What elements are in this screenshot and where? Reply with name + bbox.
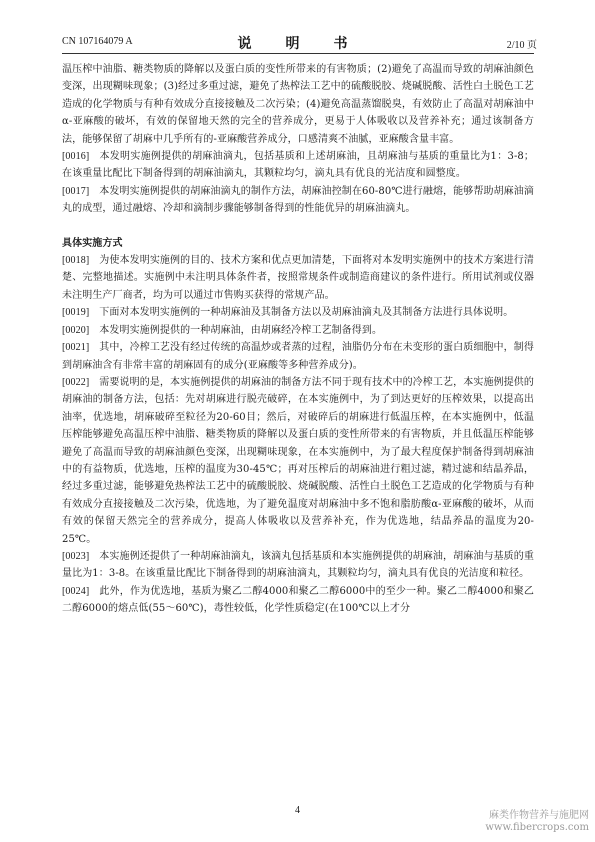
- paragraph-continued: [62, 61, 534, 148]
- paragraph-number: [0018]: [62, 255, 90, 267]
- paragraph-number: [0023]: [62, 550, 90, 562]
- paragraph-number: [0017]: [62, 185, 90, 197]
- paragraph-text: 需要说明的是，本实施例提供的胡麻油的制备方法不同于现有技术中的冷榨工艺，本实施例提供的胡麻油的制备方法，包括：先对胡麻进行脱壳破碎，在本实施例中，为了到达更好的压榨效果，以提高出油率，优选地，胡麻破碎至粒径为20-60目；然后，对破碎后的胡麻进行低温压榨，在本实施例中，低温压榨能够避免高温压榨中油脂、糖类物质的降解以及蛋白质的变性所带来的有害物质，并且低温压榨能够避免了高温而导致的胡麻油颜色变深，出现糊味现象，在本实施例中，为了最大程度保护制备得到胡麻油中的有益物质，优选地，压榨的温度为30-45℃；再对压榨后的胡麻油进行粗过滤，精过滤和结晶养晶，经过多重过滤，能够避免热榨法工艺中的硫酸脱胶、烧碱脱酸、活性白土脱色工艺造成的化学物质与有种有效成分直接接触及二次污染，优选地，为了避免温度对胡麻油中多不饱和脂肪酸α-亚麻酸的破坏，从而有效的保留天然完全的营养成分，提高人体吸收以及营养补充，作为优选地，结晶养晶的温度为20-25℃。: [62, 376, 534, 545]
- watermark-site-name: 麻类作物营养与施肥网: [489, 810, 589, 821]
- paragraph-0016: [62, 148, 534, 183]
- paragraph-text: 此外，作为优选地，基质为聚乙二醇4000和聚乙二醇6000中的至少一种。聚乙二醇4000和聚乙二醇6000的熔点低(55～60℃)，毒性较低，化学性质稳定(在100℃以上才分: [62, 585, 534, 615]
- paragraph-0019: [62, 304, 534, 321]
- paragraph-0023: [62, 548, 534, 583]
- paragraph-text: 本发明实施例提供的胡麻油滴丸的制作方法，胡麻油控制在60-80℃进行融熔，能够帮助胡麻油滴丸的成型，通过融熔、冷却和滴制步骤能够制备得到的性能优异的胡麻油滴丸。: [62, 185, 534, 215]
- paragraph-text: 为使本发明实施例的目的、技术方案和优点更加清楚，下面将对本发明实施例中的技术方案进行清楚、完整地描述。实施例中未注明具体条件者，按照常规条件或制造商建议的条件进行。所用试剂或仪器未注明生产厂商者，均为可以通过市售购买获得的常规产品。: [62, 255, 534, 301]
- paragraph-0024: [62, 583, 534, 618]
- paragraph-number: [0020]: [62, 324, 90, 336]
- paragraph-0017: [62, 183, 534, 218]
- page-indicator: 2/10 页: [506, 40, 537, 51]
- paragraph-0022: [62, 374, 534, 548]
- document-body: [62, 61, 534, 618]
- document-title: 说 明 书: [237, 36, 358, 52]
- paragraph-text: 下面对本发明实施例的一种胡麻油及其制备方法以及胡麻油滴丸及其制备方法进行具体说明。: [99, 307, 514, 319]
- paragraph-0020: [62, 322, 534, 339]
- paragraph-number: [0016]: [62, 151, 90, 163]
- paragraph-number: [0021]: [62, 342, 90, 354]
- paragraph-text: 温压榨中油脂、糖类物质的降解以及蛋白质的变性所带来的有害物质；(2)避免了高温而导致的胡麻油颜色变深，出现糊味现象；(3)经过多重过滤，避免了热榨法工艺中的硫酸脱胶、烧碱脱酸、活性白土脱色工艺造成的化学物质与有种有效成分直接接触及二次污染；(4)避免高温蒸馏脱臭，有效防止了高温对胡麻油中α-亚麻酸的破坏，有效的保留地天然的完全的营养成分，更易于人体吸收以及营养补充；通过该制备方法，能够保留了胡麻中几乎所有的-亚麻酸营养成分，口感清爽不油腻，亚麻酸含量丰富。: [62, 64, 534, 145]
- paragraph-number: [0024]: [62, 585, 90, 597]
- paragraph-text: 其中，冷榨工艺没有经过传统的高温炒或者蒸的过程，油脂仍分布在未变形的蛋白质细胞中，制得到胡麻油含有非常丰富的胡麻固有的成分(亚麻酸等多种营养成分)。: [62, 342, 534, 371]
- patent-number: CN 107164079 A: [62, 36, 133, 47]
- watermark: [485, 810, 589, 834]
- header-rule: [62, 53, 534, 54]
- paragraph-0021: [62, 339, 534, 374]
- spacer: [62, 218, 534, 235]
- paragraph-text: 本发明实施例提供的胡麻油滴丸，包括基质和上述胡麻油，且胡麻油与基质的重量比为1：3-8；在该重量比配比下制备得到的胡麻油滴丸，其颗粒均匀，滴丸具有优良的光洁度和圆整度。: [62, 151, 534, 180]
- section-heading: 具体实施方式: [62, 237, 123, 249]
- page-number: 4: [295, 805, 300, 816]
- paragraph-0018: [62, 252, 534, 304]
- watermark-url: www.fibercrops.com: [485, 822, 589, 833]
- paragraph-text: 本发明实施例提供的一种胡麻油，由胡麻经冷榨工艺制备得到。: [99, 324, 383, 336]
- paragraph-number: [0019]: [62, 307, 90, 319]
- paragraph-number: [0022]: [62, 376, 90, 388]
- paragraph-text: 本实施例还提供了一种胡麻油滴丸，该滴丸包括基质和本实施例提供的胡麻油，胡麻油与基质的重量比为1：3-8。在该重量比配比下制备得到的胡麻油滴丸，其颗粒均匀，滴丸具有优良的光洁度和粒径。: [62, 550, 534, 580]
